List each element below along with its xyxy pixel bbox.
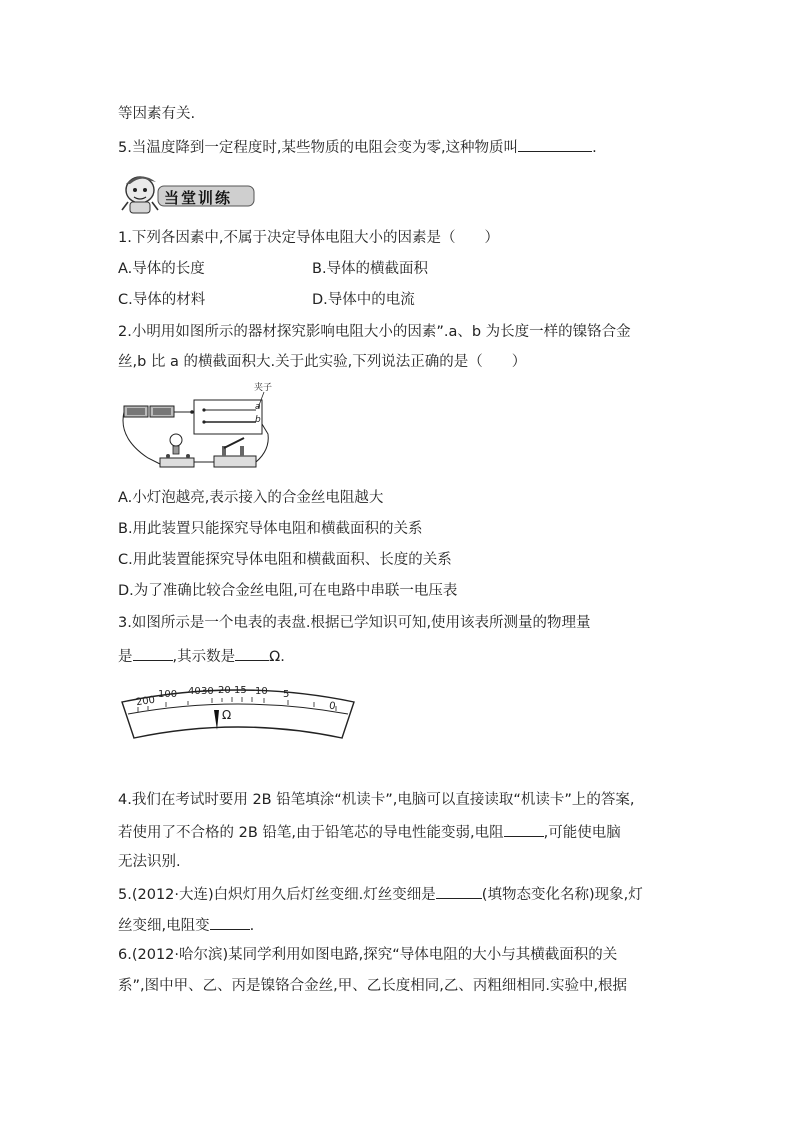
question-1-options-row-2 <box>118 290 678 310</box>
scale-tick-label: 200 <box>135 694 156 709</box>
section-banner <box>118 168 258 216</box>
question-4-line-2 <box>118 821 621 843</box>
question-4-line-3: 无法识别. <box>118 854 181 870</box>
question-3-stem-2 <box>118 645 285 667</box>
option-c: C.导体的材料 <box>118 292 206 308</box>
scale-tick-label: 20 <box>218 685 231 696</box>
wire-b-label: b <box>255 415 261 425</box>
answer-blank <box>210 914 250 930</box>
scale-tick-label: 15 <box>234 685 247 696</box>
answer-blank <box>133 645 173 661</box>
circuit-figure <box>118 380 278 480</box>
question-3-stem-1: 3.如图所示是一个电表的表盘.根据已学知识可知,使用该表所测量的物理量 <box>118 615 591 631</box>
unit-label: Ω <box>222 708 232 722</box>
ohmmeter-dial-figure <box>118 680 358 742</box>
answer-blank <box>436 883 482 899</box>
text-line: 等因素有关. <box>118 106 196 122</box>
text-segment: 5.(2012·大连)白炽灯用久后灯丝变细.灯丝变细是 <box>118 887 436 903</box>
question-1-options-row-1 <box>118 259 678 279</box>
answer-blank <box>235 645 269 661</box>
option-a: A.导体的长度 <box>118 261 205 277</box>
question-2-stem-1: 2.小明用如图所示的器材探究影响电阻大小的因素”.a、b 为长度一样的镍铬合金 <box>118 324 631 340</box>
scale-tick-label: 5 <box>283 689 290 700</box>
question-2-option-b: B.用此装置只能探究导体电阻和横截面积的关系 <box>118 521 423 537</box>
option-d: D.导体中的电流 <box>312 292 415 308</box>
text-segment: 是 <box>118 649 133 665</box>
text-segment: 丝变细,电阻变 <box>118 918 210 934</box>
text-segment: 若使用了不合格的 2B 铅笔,由于铅笔芯的导电性能变弱,电阻 <box>118 825 504 841</box>
section-title: 当堂训练 <box>164 189 233 207</box>
option-b: B.导体的横截面积 <box>312 261 429 277</box>
question-6-line-1: 6.(2012·哈尔滨)某同学利用如图电路,探究“导体电阻的大小与其横截面积的关 <box>118 947 618 963</box>
question-2-option-c: C.用此装置能探究导体电阻和横截面积、长度的关系 <box>118 552 452 568</box>
question-5-line-2 <box>118 914 254 936</box>
wire-a-label: a <box>255 402 261 412</box>
circuit-diagram <box>118 380 278 480</box>
answer-blank <box>504 821 544 837</box>
scale-tick-label: 0 <box>328 700 337 713</box>
scale-tick-label: 40 <box>188 686 201 697</box>
text-segment: (填物态变化名称)现象,灯 <box>481 887 643 903</box>
scale-tick-label: 100 <box>158 689 178 700</box>
question-5-prev <box>118 136 597 158</box>
question-2-option-d: D.为了准确比较合金丝电阻,可在电路中串联一电压表 <box>118 583 458 599</box>
question-5-line-1 <box>118 883 643 905</box>
answer-blank <box>518 136 592 152</box>
text-segment: . <box>249 918 255 934</box>
scale-tick-label: 30 <box>201 686 214 697</box>
clip-label: 夹子 <box>254 383 273 393</box>
scale-tick-label: 10 <box>255 686 268 697</box>
question-2-stem-2: 丝,b 比 a 的横截面积大.关于此实验,下列说法正确的是（ ） <box>118 354 527 370</box>
text-segment: ,可能使电脑 <box>543 825 621 841</box>
text-segment: Ω. <box>269 649 285 665</box>
text-segment: ,其示数是 <box>172 649 236 665</box>
question-2-option-a: A.小灯泡越亮,表示接入的合金丝电阻越大 <box>118 490 384 506</box>
question-6-line-2: 系”,图中甲、乙、丙是镍铬合金丝,甲、乙长度相同,乙、丙粗细相同.实验中,根据 <box>118 978 628 994</box>
question-1-stem: 1.下列各因素中,不属于决定导体电阻大小的因素是（ ） <box>118 230 499 246</box>
question-4-line-1: 4.我们在考试时要用 2B 铅笔填涂“机读卡”,电脑可以直接读取“机读卡”上的答案, <box>118 792 635 808</box>
text-segment: 5.当温度降到一定程度时,某些物质的电阻会变为零,这种物质叫 <box>118 140 519 156</box>
text-segment: . <box>592 140 597 156</box>
